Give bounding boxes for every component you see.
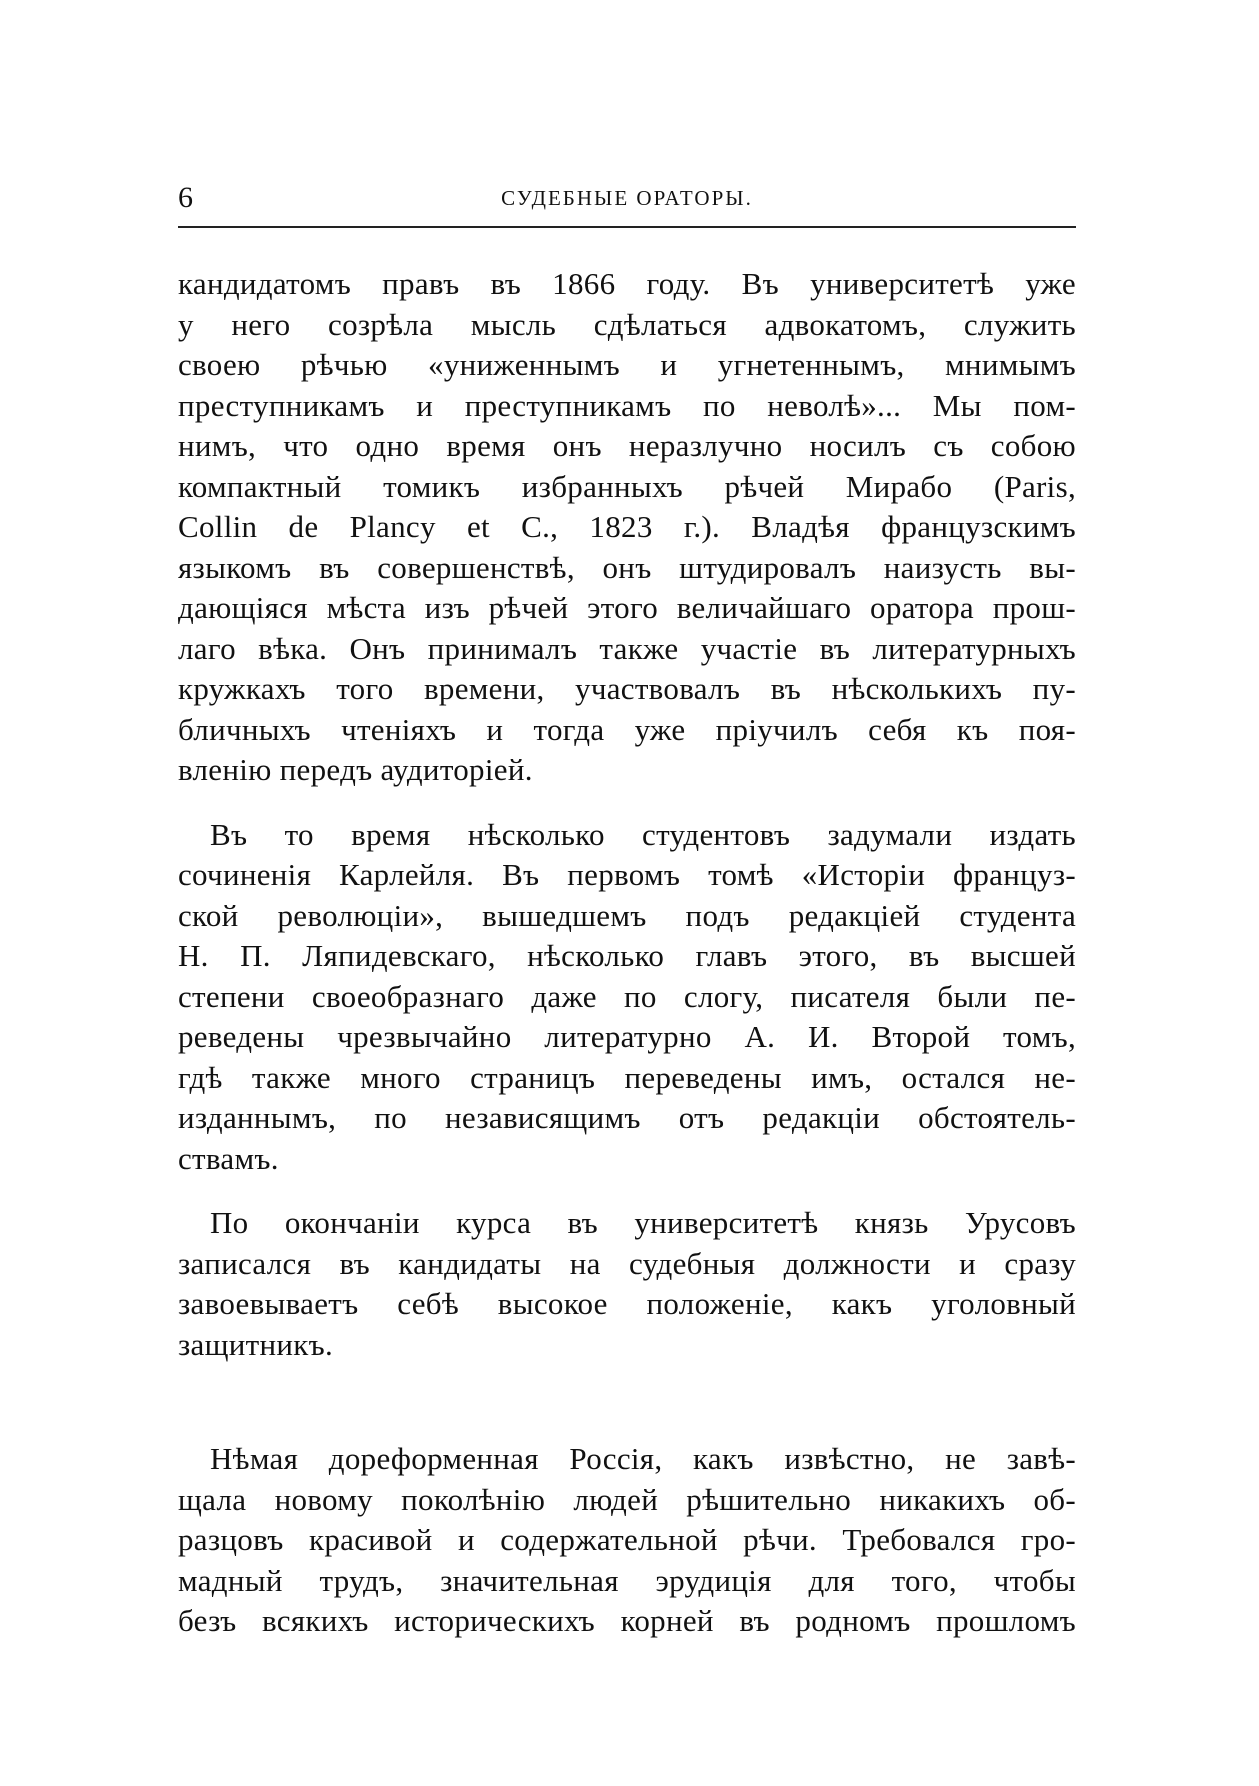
text-line: По окончаніи курса въ университетѣ князь Урусовъ [210, 1205, 1076, 1240]
paragraph-3 [178, 1203, 1076, 1365]
text-line: степени своеобразнаго даже по слогу, писателя были пе- [178, 978, 1076, 1014]
page-number: 6 [178, 181, 193, 214]
text-line: разцовъ красивой и содержательной рѣчи. Требовался гро- [178, 1522, 1076, 1557]
text-line: Въ то время нѣсколько студентовъ задумали издать [210, 816, 1076, 852]
paragraph-gap [178, 1179, 1076, 1203]
page-header [178, 178, 1076, 218]
text-line: реведены чрезвычайно литературно А. И. Второй томъ, [178, 1019, 1076, 1054]
text-line: Нѣмая дореформенная Россія, какъ извѣстно, не завѣ- [210, 1441, 1076, 1476]
text-line: кандидатомъ правъ въ 1866 году. Въ университетѣ уже [178, 266, 1076, 301]
text-line: дающіяся мѣста изъ рѣчей этого величайшаго оратора прош- [178, 590, 1076, 625]
text-line: Н. П. Ляпидевскаго, нѣсколько главъ этого, въ высшей [178, 938, 1076, 973]
paragraph-gap [178, 791, 1076, 815]
text-line: бличныхъ чтеніяхъ и тогда уже пріучилъ себя къ поя- [178, 711, 1076, 747]
text-line: лаго вѣка. Онъ принималъ также участіе въ литературныхъ [178, 630, 1076, 666]
section-gap [178, 1365, 1076, 1439]
text-line: языкомъ въ совершенствѣ, онъ штудировалъ наизусть вы- [178, 549, 1076, 585]
text-line: безъ всякихъ историческихъ корней въ родномъ прошломъ [178, 1603, 1076, 1638]
text-line: преступникамъ и преступникамъ по неволѣ»... Мы пом- [178, 387, 1076, 423]
text-line: кружкахъ того времени, участвовалъ въ нѣсколькихъ пу- [178, 671, 1076, 706]
text-line: вленію передъ аудиторіей. [178, 752, 533, 787]
header-rule [178, 226, 1076, 228]
text-line: ствамъ. [178, 1140, 279, 1176]
text-line: у него созрѣла мысль сдѣлаться адвокатомъ, служить [178, 306, 1076, 342]
text-line: ской революціи», вышедшемъ подъ редакціей студента [178, 897, 1076, 933]
text-line: завоевываетъ себѣ высокое положеніе, какъ уголовный [178, 1286, 1076, 1321]
text-line: сочиненія Карлейля. Въ первомъ томѣ «Исторіи француз- [178, 857, 1076, 892]
text-line: изданнымъ, по независящимъ отъ редакціи обстоятель- [178, 1100, 1076, 1135]
text-line: нимъ, что одно время онъ неразлучно носилъ съ собою [178, 428, 1076, 463]
text-line: щала новому поколѣнію людей рѣшительно никакихъ об- [178, 1481, 1076, 1517]
paragraph-4 [178, 1439, 1076, 1642]
text-line: своею рѣчью «униженнымъ и угнетеннымъ, мнимымъ [178, 347, 1076, 382]
paragraph-2 [178, 815, 1076, 1180]
text-line: компактный томикъ избранныхъ рѣчей Мирабо (Paris, [178, 468, 1076, 504]
running-title: СУДЕБНЫЕ ОРАТОРЫ. [501, 186, 753, 210]
text-line: записался въ кандидаты на судебныя должности и сразу [178, 1245, 1076, 1281]
paragraph-1 [178, 264, 1076, 791]
body-text [178, 264, 1076, 1642]
text-line: защитникъ. [178, 1326, 334, 1362]
text-line: гдѣ также много страницъ переведены имъ, остался не- [178, 1059, 1076, 1095]
text-line: мадный трудъ, значительная эрудиція для того, чтобы [178, 1562, 1076, 1598]
text-line: Collin de Plancy et C., 1823 г.). Владѣя французскимъ [178, 509, 1076, 544]
